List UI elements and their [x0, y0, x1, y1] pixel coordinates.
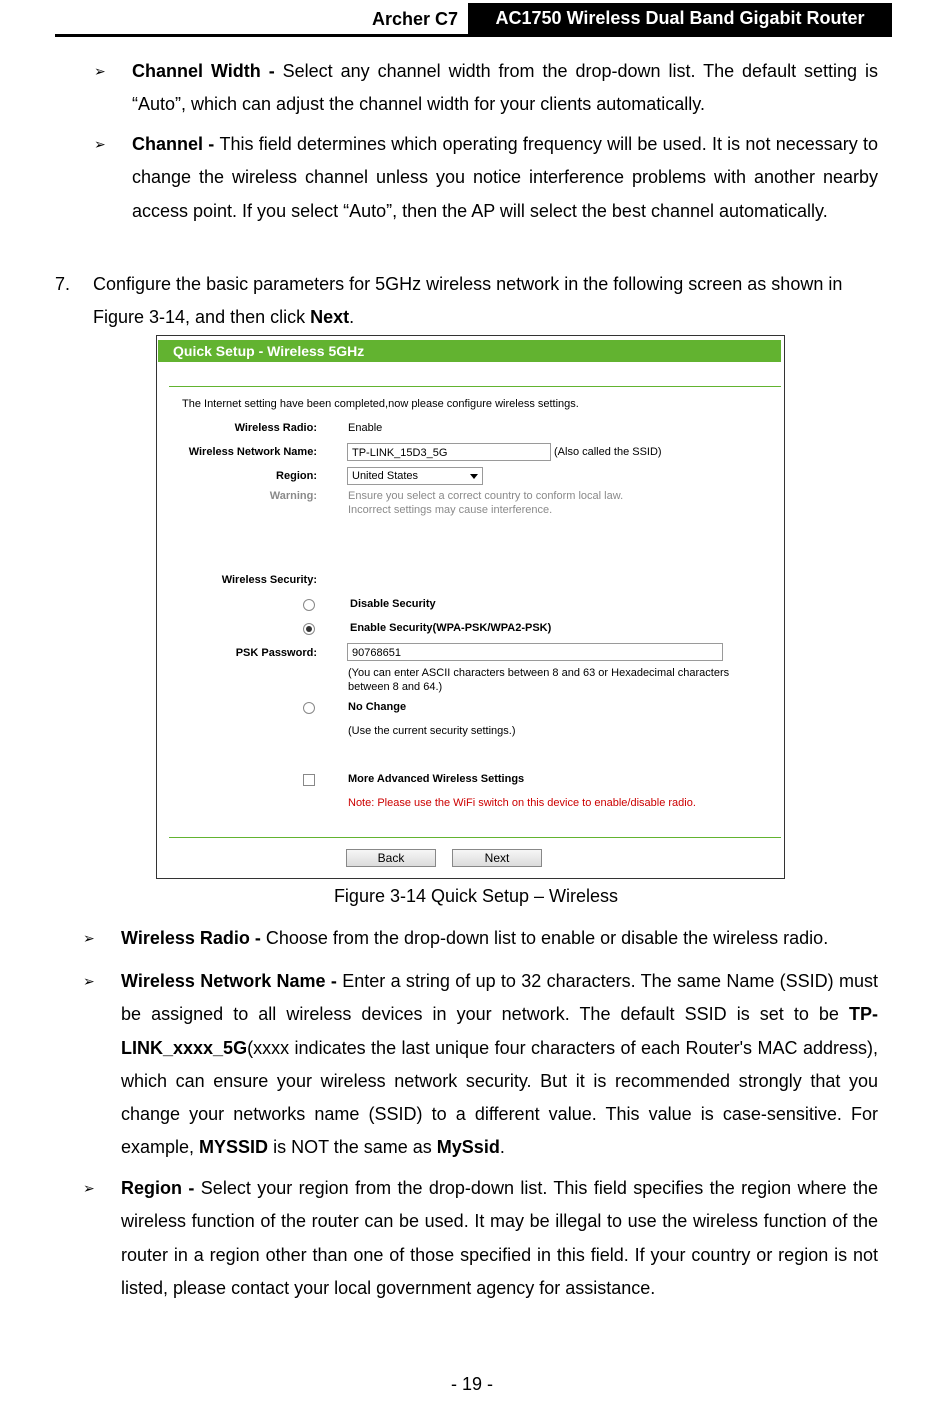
- wifi-switch-note: Note: Please use the WiFi switch on this device to enable/disable radio.: [348, 797, 696, 809]
- step-number: 7.: [55, 274, 71, 294]
- warning-line-1: Ensure you select a correct country to conform local law.: [348, 490, 624, 502]
- network-name-label: Wireless Network Name:: [188, 446, 317, 458]
- warning-label: Warning:: [269, 490, 317, 502]
- enable-security-radio[interactable]: [303, 623, 315, 635]
- bullet-wireless-network-name: ➢ Wireless Network Name - Enter a string of up to 32 characters. The same Name (SSID) must be assigned to all wireless devices in your network. The default SSID is set to be TP-LINK_xxxx_5G(xxxx indicates the last unique four characters of each Router's MAC address), which can ensure your wireless network security. But it is recommended strongly that you change your networks name (SSID) to a different value. This value is case-sensitive. For example, MYSSID is NOT the same as MySsid.: [121, 965, 878, 1165]
- network-name-input[interactable]: TP-LINK_15D3_5G: [347, 443, 551, 461]
- bullet-region: ➢ Region - Select your region from the drop-down list. This field specifies the region where the wireless function of the router can be used. It may be illegal to use the wireless function of the router in a region other than one of those specified in this field. If your country or region is not listed, please contact your local government agency for assistance.: [121, 1172, 878, 1305]
- page-header: [55, 3, 892, 37]
- page-number: - 19 -: [450, 1374, 493, 1394]
- bullet-arrow-icon: ➢: [83, 1180, 95, 1196]
- next-button[interactable]: Next: [452, 849, 542, 867]
- bullet-arrow-icon: ➢: [94, 136, 106, 152]
- intro-text: The Internet setting have been completed,now please configure wireless settings.: [182, 398, 579, 410]
- bullet-text: Select any channel width from the drop-down list. The default setting is “Auto”, which can adjust the channel width for your clients automatically.: [132, 61, 878, 115]
- advanced-settings-checkbox[interactable]: [303, 774, 315, 786]
- bullet-wireless-radio: ➢ Wireless Radio - Choose from the drop-down list to enable or disable the wireless radio.: [121, 922, 878, 955]
- psk-hint-line-2: between 8 and 64.): [348, 681, 443, 693]
- region-select[interactable]: [347, 467, 483, 485]
- region-label: Region:: [276, 470, 317, 482]
- back-button[interactable]: Back: [346, 849, 436, 867]
- disable-security-label: Disable Security: [350, 598, 436, 610]
- bullet-term: Channel Width -: [132, 61, 283, 81]
- enable-security-label: Enable Security(WPA-PSK/WPA2-PSK): [350, 622, 552, 634]
- header-title: AC1750 Wireless Dual Band Gigabit Router: [468, 3, 892, 34]
- figure-caption: Figure 3-14 Quick Setup – Wireless: [333, 886, 619, 906]
- region-select-value: United States: [352, 470, 419, 482]
- no-change-radio[interactable]: [303, 702, 315, 714]
- bullet-channel: [94, 128, 878, 228]
- bullet-text: This field determines which operating frequency will be used. It is not necessary to change the wireless channel unless you notice interference problems with another nearby access point. If you select “Auto”, then the AP will select the best channel automatically.: [132, 134, 878, 221]
- divider: [169, 837, 781, 838]
- network-name-note: (Also called the SSID): [554, 446, 662, 458]
- step-text: Configure the basic parameters for 5GHz wireless network in the following screen as shown in Figure 3-14, and then click Next.: [93, 274, 843, 328]
- header-model: Archer C7: [371, 9, 458, 29]
- bullet-arrow-icon: ➢: [83, 930, 95, 946]
- wireless-radio-value: Enable: [348, 422, 383, 434]
- bullet-channel-width: [94, 55, 878, 122]
- divider: [169, 386, 781, 387]
- wireless-security-label: Wireless Security:: [221, 574, 317, 586]
- no-change-hint: (Use the current security settings.): [348, 725, 516, 737]
- bullet-term: Channel -: [132, 134, 220, 154]
- psk-hint-line-1: (You can enter ASCII characters between 8 and 63 or Hexadecimal characters: [348, 667, 730, 679]
- figure-title: Quick Setup - Wireless 5GHz: [158, 340, 781, 362]
- chevron-down-icon: [470, 474, 478, 479]
- bullet-arrow-icon: ➢: [94, 63, 106, 79]
- wireless-radio-label: Wireless Radio:: [234, 422, 317, 434]
- figure-quick-setup: [156, 335, 785, 879]
- no-change-label: No Change: [348, 701, 407, 713]
- psk-password-input[interactable]: 90768651: [347, 643, 723, 661]
- disable-security-radio[interactable]: [303, 599, 315, 611]
- psk-password-label: PSK Password:: [235, 647, 317, 659]
- advanced-settings-label: More Advanced Wireless Settings: [348, 773, 525, 785]
- warning-line-2: Incorrect settings may cause interference.: [348, 504, 553, 516]
- bullet-arrow-icon: ➢: [83, 973, 95, 989]
